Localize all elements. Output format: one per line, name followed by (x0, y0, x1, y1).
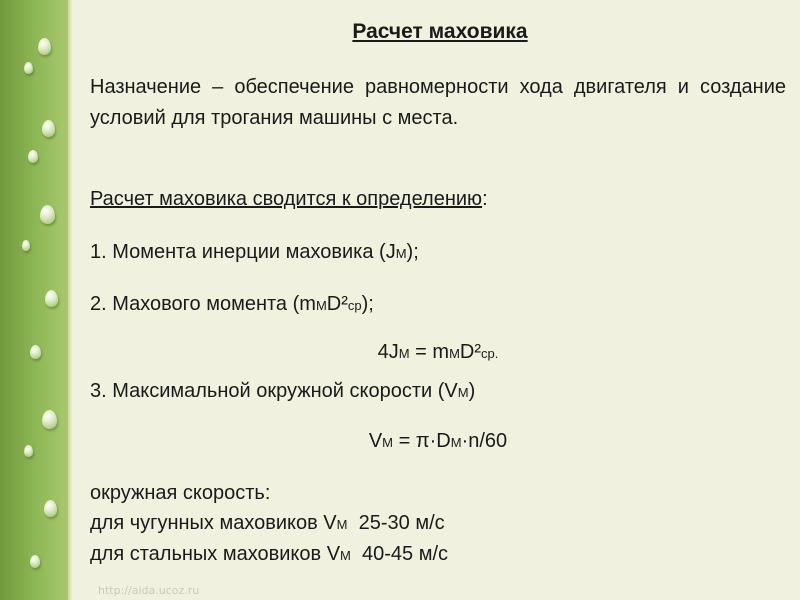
cast-iron-speed (90, 512, 445, 535)
water-drop-icon (38, 38, 51, 55)
water-drop-icon (24, 62, 33, 74)
slide-content (90, 0, 790, 600)
item-2-tail: ); (361, 293, 374, 315)
steel-sub: М (340, 548, 351, 563)
water-drop-icon (44, 500, 57, 517)
formula2-a-sub: М (382, 435, 394, 450)
calc-intro (90, 188, 488, 211)
speed-label: окружная скорость: (90, 482, 271, 504)
formula1-c: D² (459, 341, 482, 363)
item-2-text: 2. Махового момента (m (90, 293, 316, 315)
item-1-text: 1. Момента инерции маховика (J (90, 241, 396, 263)
water-drop-icon (30, 345, 41, 359)
item-2-sub1: М (315, 298, 327, 313)
water-drop-icon (42, 120, 55, 137)
item-1-sub: М (395, 246, 407, 261)
calc-intro-underlined: Расчет маховика сводится к определению (90, 188, 483, 210)
water-drop-icon (28, 150, 38, 163)
item-1-tail: ); (406, 241, 419, 263)
formula-moment (90, 341, 786, 364)
cast-iron-value: 25-30 м/с (347, 512, 445, 534)
formula1-c-sub: ср. (481, 346, 499, 361)
formula1-a: 4J (377, 341, 399, 363)
purpose-paragraph: Назначение – обеспечение равномерности хода двигателя и создание условий для трогания машины с места. (90, 76, 786, 129)
steel-speed (90, 543, 448, 566)
slide-title: Расчет маховика (352, 20, 528, 43)
calc-intro-tail: : (482, 188, 488, 210)
formula1-a-sub: М (398, 346, 410, 361)
water-drop-icon (45, 290, 58, 307)
item-3-text: 3. Максимальной окружной скорости (V (90, 380, 458, 402)
water-drop-icon (22, 240, 30, 251)
formula2-a: V (368, 430, 383, 452)
steel-value: 40-45 м/с (350, 543, 449, 565)
water-drop-icon (42, 410, 57, 429)
water-drop-icon (40, 205, 55, 224)
cast-iron-sub: М (336, 517, 348, 532)
formula1-b-sub: М (449, 346, 460, 361)
item-2 (90, 293, 374, 316)
formula2-b: = π·D (393, 430, 451, 452)
cast-iron-text: для чугунных маховиков V (90, 512, 337, 534)
item-2-sub2: ср (347, 298, 362, 313)
formula-speed (90, 430, 786, 453)
water-drop-icon (24, 445, 33, 457)
item-3 (90, 380, 475, 403)
band-edge (68, 0, 72, 600)
item-3-sub: М (457, 385, 469, 400)
watermark-url: http://aida.ucoz.ru (98, 584, 200, 597)
steel-text: для стальных маховиков V (90, 543, 341, 565)
item-2-mid: D² (326, 293, 348, 315)
formula2-c: ·n/60 (461, 430, 508, 452)
item-1 (90, 241, 419, 264)
formula2-b-sub: М (450, 435, 462, 450)
formula1-b: = m (409, 341, 450, 363)
water-drop-icon (30, 555, 40, 568)
item-3-tail: ) (468, 380, 476, 402)
